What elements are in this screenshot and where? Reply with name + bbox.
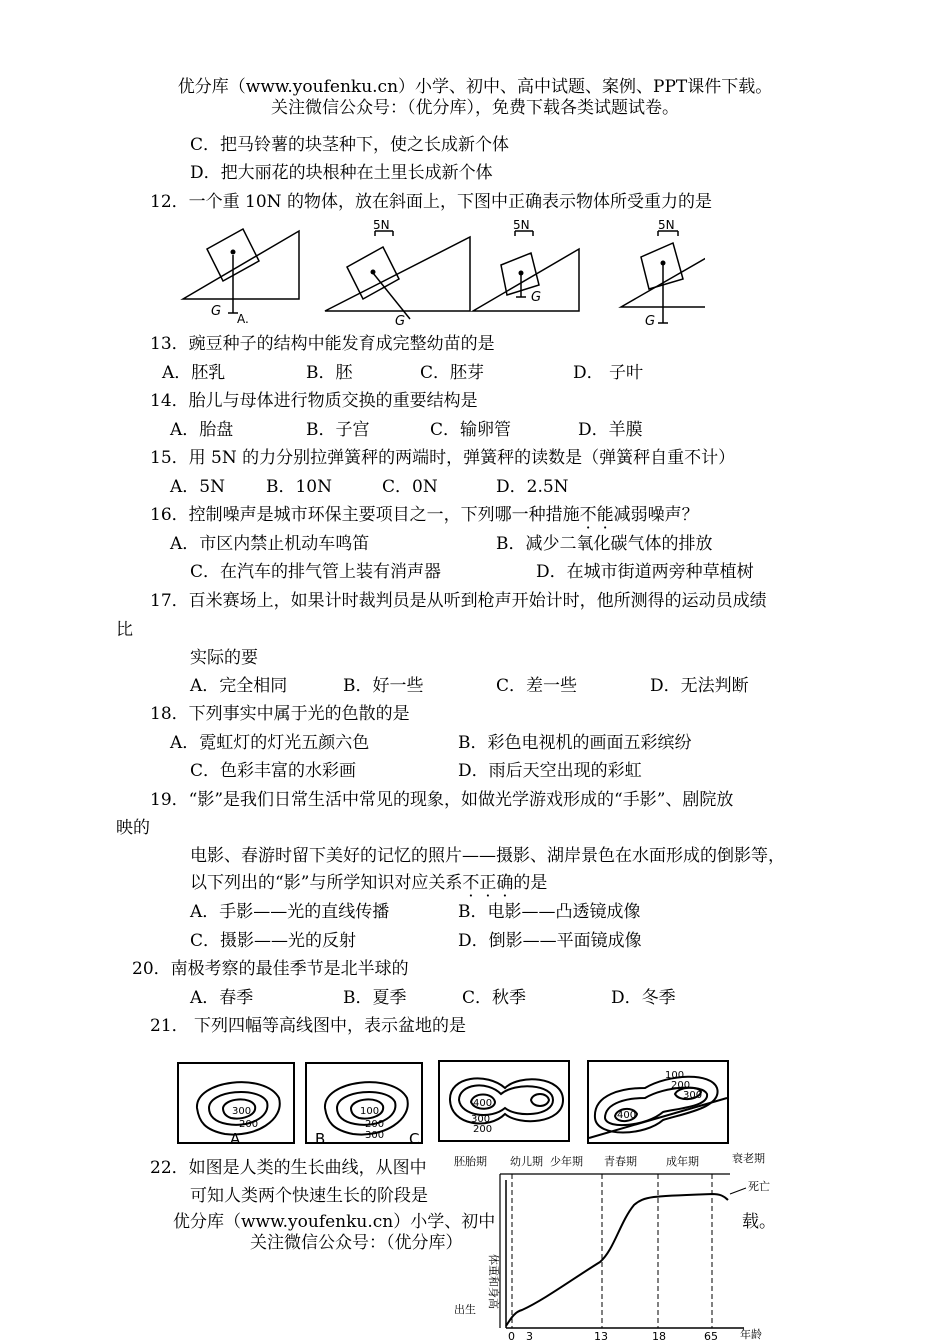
footer-line-1-left: 优分库（www.youfenku.cn）小学、初中 xyxy=(173,1212,496,1232)
q21-label-c: C. xyxy=(409,1130,425,1148)
tick-0: 0 xyxy=(508,1330,515,1342)
tick-65: 65 xyxy=(704,1330,718,1342)
footer-line-2: 关注微信公众号：（优分库） xyxy=(250,1233,463,1253)
map-d-100: 100 xyxy=(665,1070,685,1081)
q12-g-label-b: G xyxy=(395,314,406,327)
map-a-200: 200 xyxy=(239,1119,259,1130)
q19-emphasis-2: 正 xyxy=(479,873,497,893)
stage-infant: 幼儿期 xyxy=(510,1155,543,1168)
q19-option-b: B．电影——凸透镜成像 xyxy=(458,902,641,922)
q17-option-c: C．差一些 xyxy=(496,676,578,696)
q20-option-c: C．秋季 xyxy=(462,988,527,1008)
q17-stem-1: 17．百米赛场上，如果计时裁判员是从听到枪声开始计时，他所测得的运动员成绩 xyxy=(150,591,767,611)
q19-stem-3: 电影、春游时留下美好的记忆的照片——摄影、湖岸景色在水面形成的倒影等， xyxy=(190,846,785,866)
q16-stem-pre: 16．控制噪声是城市环保主要项目之一，下列哪一种措施 xyxy=(150,505,580,525)
q13-option-c: C．胚芽 xyxy=(420,363,485,383)
q19-stem-4-pre: 以下列出的“影”与所学知识对应关系 xyxy=(190,873,463,893)
stage-old-age: 衰老期 xyxy=(732,1152,765,1165)
map-b-300: 300 xyxy=(365,1130,385,1141)
q20-option-d: D．冬季 xyxy=(611,988,676,1008)
q21-label-b: B. xyxy=(315,1130,331,1148)
q19-emphasis-3: 确 xyxy=(496,873,514,893)
q18-stem: 18．下列事实中属于光的色散的是 xyxy=(150,704,410,724)
q15-stem: 15．用 5N 的力分别拉弹簧秤的两端时，弹簧秤的读数是（弹簧秤自重不计） xyxy=(150,448,736,468)
map-a-300: 300 xyxy=(232,1106,252,1117)
q22-stem-2: 可知人类两个快速生长的阶段是 xyxy=(190,1186,428,1206)
q14-option-d: D．羊膜 xyxy=(578,420,643,440)
q19-stem-4 xyxy=(190,872,547,894)
q18-option-a: A．霓虹灯的灯光五颜六色 xyxy=(170,733,370,753)
q21-contour-maps xyxy=(175,1058,735,1150)
xaxis-label: 年龄 xyxy=(740,1328,762,1341)
header-line-2: 关注微信公众号：（优分库），免费下载各类试题试卷。 xyxy=(271,98,679,118)
q19-stem-2: 映的 xyxy=(116,818,150,838)
q12-g-label-a: G xyxy=(211,304,222,319)
q22-growth-chart xyxy=(444,1150,784,1342)
header-line-1: 优分库（www.youfenku.cn）小学、初中、高中试题、案例、PPT课件下载。 xyxy=(177,77,773,97)
q16-stem xyxy=(150,504,699,526)
q17-stem-2: 比 xyxy=(116,620,133,640)
q12-force-label-b: 5N xyxy=(373,218,390,232)
stage-embryo: 胚胎期 xyxy=(454,1155,487,1168)
q13-option-a: A．胚乳 xyxy=(162,363,226,383)
map-c-300: 300 xyxy=(471,1114,491,1125)
q12-force-label-c: 5N xyxy=(513,218,530,232)
stage-child: 少年期 xyxy=(550,1155,583,1168)
q22-stem-1: 22．如图是人类的生长曲线，从图中 xyxy=(150,1158,427,1178)
q15-option-a: A．5N xyxy=(170,477,225,497)
q19-stem-4-post: 的是 xyxy=(513,873,548,893)
tick-18: 18 xyxy=(652,1330,666,1342)
death-label: 死亡 xyxy=(748,1180,770,1193)
q19-stem-1: 19．“影”是我们日常生活中常见的现象，如做光学游戏形成的“手影”、剧院放 xyxy=(150,790,734,810)
q16-emphasis-2: 能 xyxy=(596,505,614,525)
q13-option-d: D． 子叶 xyxy=(573,363,644,383)
q15-option-c: C．0N xyxy=(382,477,438,497)
q17-option-a: A．完全相同 xyxy=(190,676,288,696)
q21-label-a: A. xyxy=(230,1130,245,1148)
q19-option-a: A．手影——光的直线传播 xyxy=(190,902,390,922)
q13-stem: 13．豌豆种子的结构中能发育成完整幼苗的是 xyxy=(150,334,495,354)
q17-stem-3: 实际的要 xyxy=(190,648,258,668)
q19-emphasis-1: 不 xyxy=(462,873,480,893)
q12-stem: 12．一个重 10N 的物体，放在斜面上，下图中正确表示物体所受重力的是 xyxy=(150,192,712,212)
q18-option-b: B．彩色电视机的画面五彩缤纷 xyxy=(458,733,692,753)
map-c-200: 200 xyxy=(473,1124,493,1135)
q19-option-c: C．摄影——光的反射 xyxy=(190,931,357,951)
q19-option-d: D．倒影——平面镜成像 xyxy=(458,931,642,951)
footer-line-1-right: 载。 xyxy=(742,1212,776,1232)
tick-13: 13 xyxy=(594,1330,608,1342)
tick-3: 3 xyxy=(526,1330,533,1342)
q20-option-a: A．春季 xyxy=(190,988,254,1008)
q15-option-b: B．10N xyxy=(266,477,332,497)
q16-option-a: A．市区内禁止机动车鸣笛 xyxy=(170,534,370,554)
q16-emphasis-1: 不 xyxy=(579,505,597,525)
q13-option-b: B．胚 xyxy=(306,363,353,383)
map-b-100: 100 xyxy=(360,1106,380,1117)
q21-stem: 21． 下列四幅等高线图中，表示盆地的是 xyxy=(150,1016,467,1036)
q20-option-b: B．夏季 xyxy=(343,988,407,1008)
map-d-400: 400 xyxy=(617,1110,637,1121)
stage-adult: 成年期 xyxy=(666,1155,699,1168)
q12-figures xyxy=(175,215,705,327)
birth-label: 出生 xyxy=(454,1303,476,1316)
q12-g-label-d: G xyxy=(645,314,656,327)
q16-stem-post: 减弱噪声？ xyxy=(613,505,699,525)
q14-stem: 14．胎儿与母体进行物质交换的重要结构是 xyxy=(150,391,478,411)
map-d-300: 300 xyxy=(683,1090,703,1101)
map-b-200: 200 xyxy=(365,1119,385,1130)
yaxis-label: 体重和身高 xyxy=(487,1254,500,1309)
q12-a-label: A. xyxy=(237,312,249,326)
q14-option-a: A．胎盘 xyxy=(170,420,234,440)
q20-stem: 20．南极考察的最佳季节是北半球的 xyxy=(132,959,409,979)
stage-puberty: 青春期 xyxy=(604,1155,637,1168)
q18-option-c: C．色彩丰富的水彩画 xyxy=(190,761,357,781)
q14-option-b: B．子宫 xyxy=(306,420,370,440)
q12-force-label-d: 5N xyxy=(658,218,675,232)
q16-option-b: B．减少二氧化碳气体的排放 xyxy=(496,534,713,554)
q14-option-c: C．输卵管 xyxy=(430,420,512,440)
q12-g-label-c: G xyxy=(531,290,542,305)
q17-option-b: B．好一些 xyxy=(343,676,424,696)
q17-option-d: D．无法判断 xyxy=(650,676,749,696)
q11-option-c: C．把马铃薯的块茎种下，使之长成新个体 xyxy=(190,135,510,155)
q11-option-d: D．把大丽花的块根种在土里长成新个体 xyxy=(190,163,493,183)
q18-option-d: D．雨后天空出现的彩虹 xyxy=(458,761,642,781)
map-d-200: 200 xyxy=(671,1080,691,1091)
q15-option-d: D．2.5N xyxy=(496,477,569,497)
q16-option-d: D．在城市街道两旁种草植树 xyxy=(536,562,754,582)
map-c-400: 400 xyxy=(473,1098,493,1109)
q16-option-c: C．在汽车的排气管上装有消声器 xyxy=(190,562,442,582)
